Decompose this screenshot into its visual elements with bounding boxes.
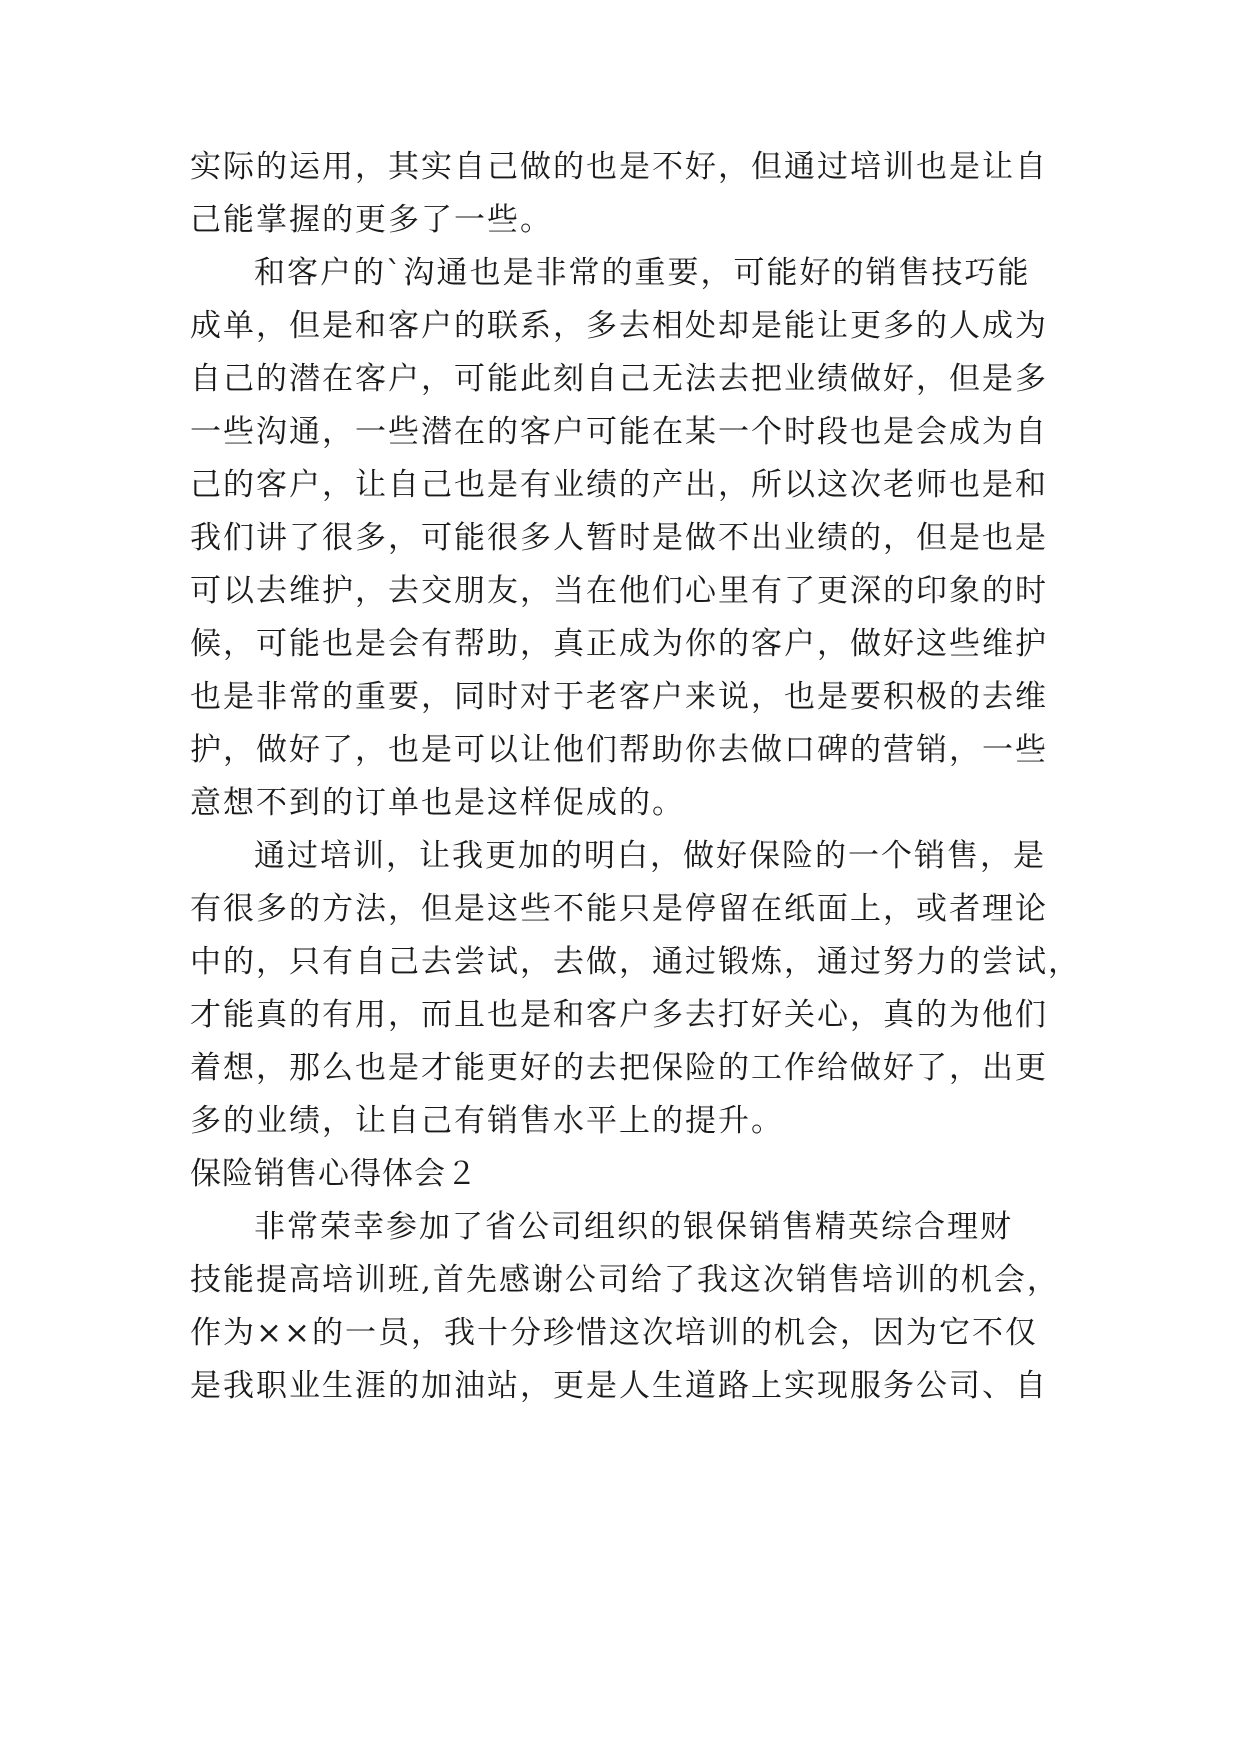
section-heading: 保险销售心得体会２ — [190, 1156, 478, 1192]
paragraph-line: 通过培训，让我更加的明白，做好保险的一个销售，是 — [254, 838, 1046, 874]
paragraph-line: 己能掌握的更多了一些。 — [190, 202, 553, 238]
paragraph-line: 实际的运用，其实自己做的也是不好，但通过培训也是让自 — [190, 149, 1048, 185]
paragraph-line: 自己的潜在客户，可能此刻自己无法去把业绩做好，但是多 — [190, 361, 1048, 397]
paragraph-line: 护，做好了，也是可以让他们帮助你去做口碑的营销，一些 — [190, 732, 1048, 768]
paragraph-line: 中的，只有自己去尝试，去做，通过锻炼，通过努力的尝试， — [190, 944, 1081, 980]
paragraph-line: 着想，那么也是才能更好的去把保险的工作给做好了，出更 — [190, 1050, 1048, 1086]
paragraph-line: 作为××的一员，我十分珍惜这次培训的机会，因为它不仅 — [190, 1315, 1038, 1351]
paragraph-line: 候，可能也是会有帮助，真正成为你的客户，做好这些维护 — [190, 626, 1048, 662]
paragraph-line: 一些沟通，一些潜在的客户可能在某一个时段也是会成为自 — [190, 414, 1048, 450]
paragraph-line: 成单，但是和客户的联系，多去相处却是能让更多的人成为 — [190, 308, 1048, 344]
paragraph-line: 才能真的有用，而且也是和客户多去打好关心，真的为他们 — [190, 997, 1048, 1033]
paragraph-line: 意想不到的订单也是这样促成的。 — [190, 785, 685, 821]
paragraph-line: 己的客户，让自己也是有业绩的产出，所以这次老师也是和 — [190, 467, 1048, 503]
paragraph-line: 技能提高培训班,首先感谢公司给了我这次销售培训的机会， — [190, 1262, 1060, 1298]
paragraph-line: 可以去维护，去交朋友，当在他们心里有了更深的印象的时 — [190, 573, 1048, 609]
paragraph-line: 我们讲了很多，可能很多人暂时是做不出业绩的，但是也是 — [190, 520, 1048, 556]
paragraph-line: 和客户的`沟通也是非常的重要，可能好的销售技巧能 — [254, 255, 1031, 291]
paragraph-line: 是我职业生涯的加油站，更是人生道路上实现服务公司、自 — [190, 1368, 1048, 1404]
paragraph-line: 有很多的方法，但是这些不能只是停留在纸面上，或者理论 — [190, 891, 1048, 927]
paragraph-line: 也是非常的重要，同时对于老客户来说，也是要积极的去维 — [190, 679, 1048, 715]
paragraph-line: 非常荣幸参加了省公司组织的银保销售精英综合理财 — [254, 1209, 1013, 1245]
paragraph-line: 多的业绩，让自己有销售水平上的提升。 — [190, 1103, 784, 1139]
